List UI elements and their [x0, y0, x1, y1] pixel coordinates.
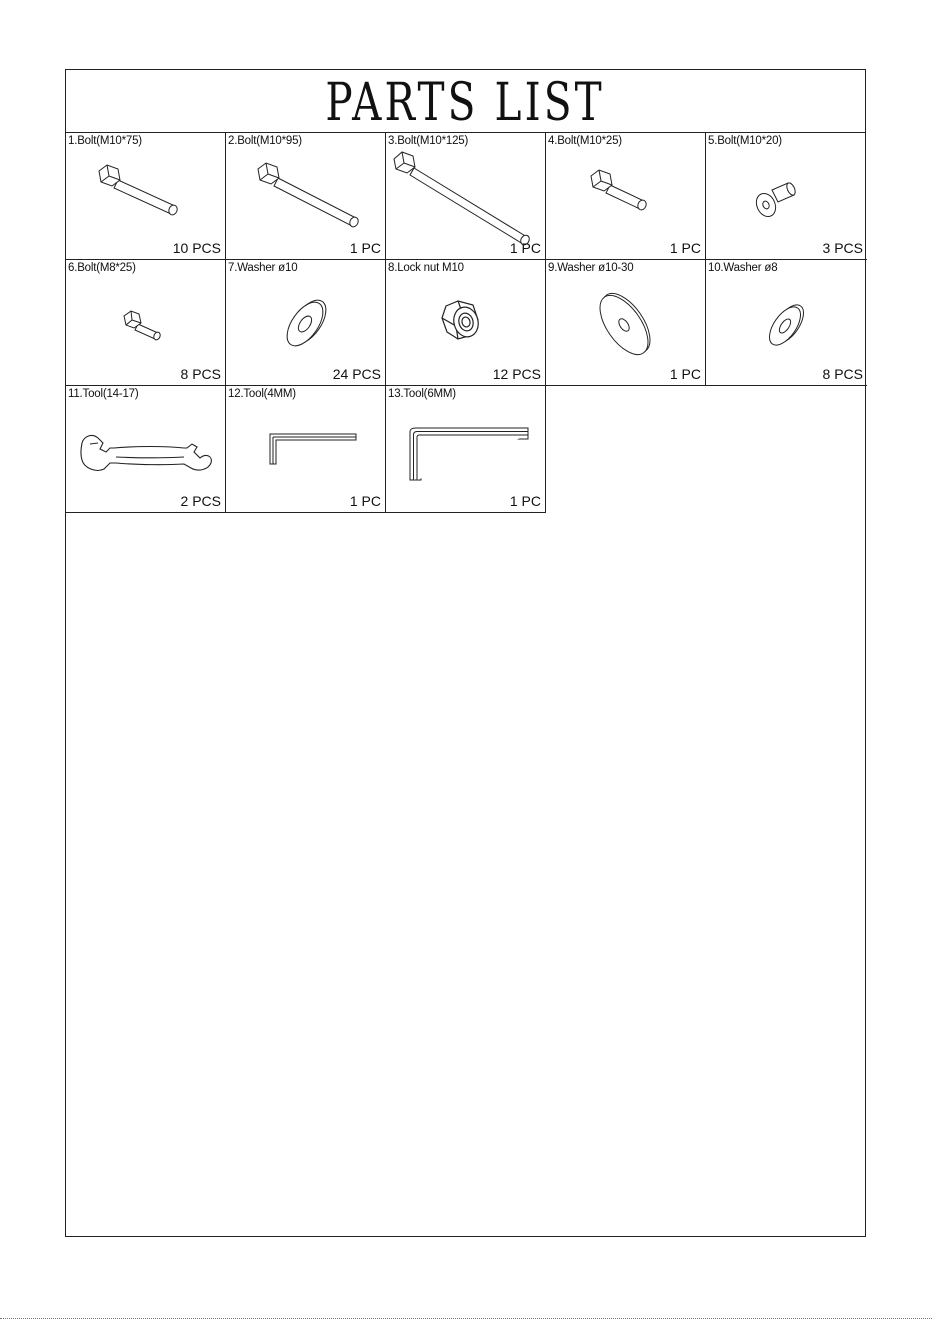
part-label: 8.Lock nut M10 [388, 262, 464, 274]
part-label: 5.Bolt(M10*20) [708, 135, 782, 147]
part-cell [546, 133, 706, 260]
part-cell [546, 260, 706, 386]
part-quantity: 8 PCS [180, 366, 221, 382]
part-cell [386, 386, 546, 513]
part-cell [386, 133, 546, 260]
part-label: 3.Bolt(M10*125) [388, 135, 469, 147]
part-quantity: 1 PC [509, 240, 541, 256]
part-label: 7.Washer ø10 [228, 262, 298, 274]
part-quantity: 1 PC [349, 493, 381, 509]
part-label: 11.Tool(14-17) [68, 388, 139, 400]
part-quantity: 10 PCS [172, 240, 221, 256]
part-quantity: 3 PCS [822, 240, 863, 256]
part-cell [706, 133, 867, 260]
part-cell [226, 260, 386, 386]
part-label: 6.Bolt(M8*25) [68, 262, 136, 274]
part-quantity: 1 PC [669, 366, 701, 382]
page-edge-divider [0, 1318, 932, 1319]
parts-list-sheet [65, 69, 866, 1237]
page-title: PARTS LIST [325, 73, 606, 133]
part-cell [66, 386, 226, 513]
part-quantity: 1 PC [509, 493, 541, 509]
part-quantity: 24 PCS [332, 366, 381, 382]
part-quantity: 1 PC [349, 240, 381, 256]
part-cell [386, 260, 546, 386]
part-quantity: 1 PC [669, 240, 701, 256]
part-cell [66, 260, 226, 386]
part-quantity: 12 PCS [492, 366, 541, 382]
part-cell [226, 133, 386, 260]
part-label: 9.Washer ø10-30 [548, 262, 634, 274]
part-cell [66, 133, 226, 260]
title-row [66, 70, 865, 133]
part-label: 1.Bolt(M10*75) [68, 135, 142, 147]
part-label: 2.Bolt(M10*95) [228, 135, 302, 147]
part-quantity: 2 PCS [180, 493, 221, 509]
part-label: 10.Washer ø8 [708, 262, 778, 274]
part-label: 12.Tool(4MM) [228, 388, 296, 400]
part-label: 4.Bolt(M10*25) [548, 135, 622, 147]
part-label: 13.Tool(6MM) [388, 388, 456, 400]
part-quantity: 8 PCS [822, 366, 863, 382]
part-cell [226, 386, 386, 513]
part-cell [706, 260, 867, 386]
